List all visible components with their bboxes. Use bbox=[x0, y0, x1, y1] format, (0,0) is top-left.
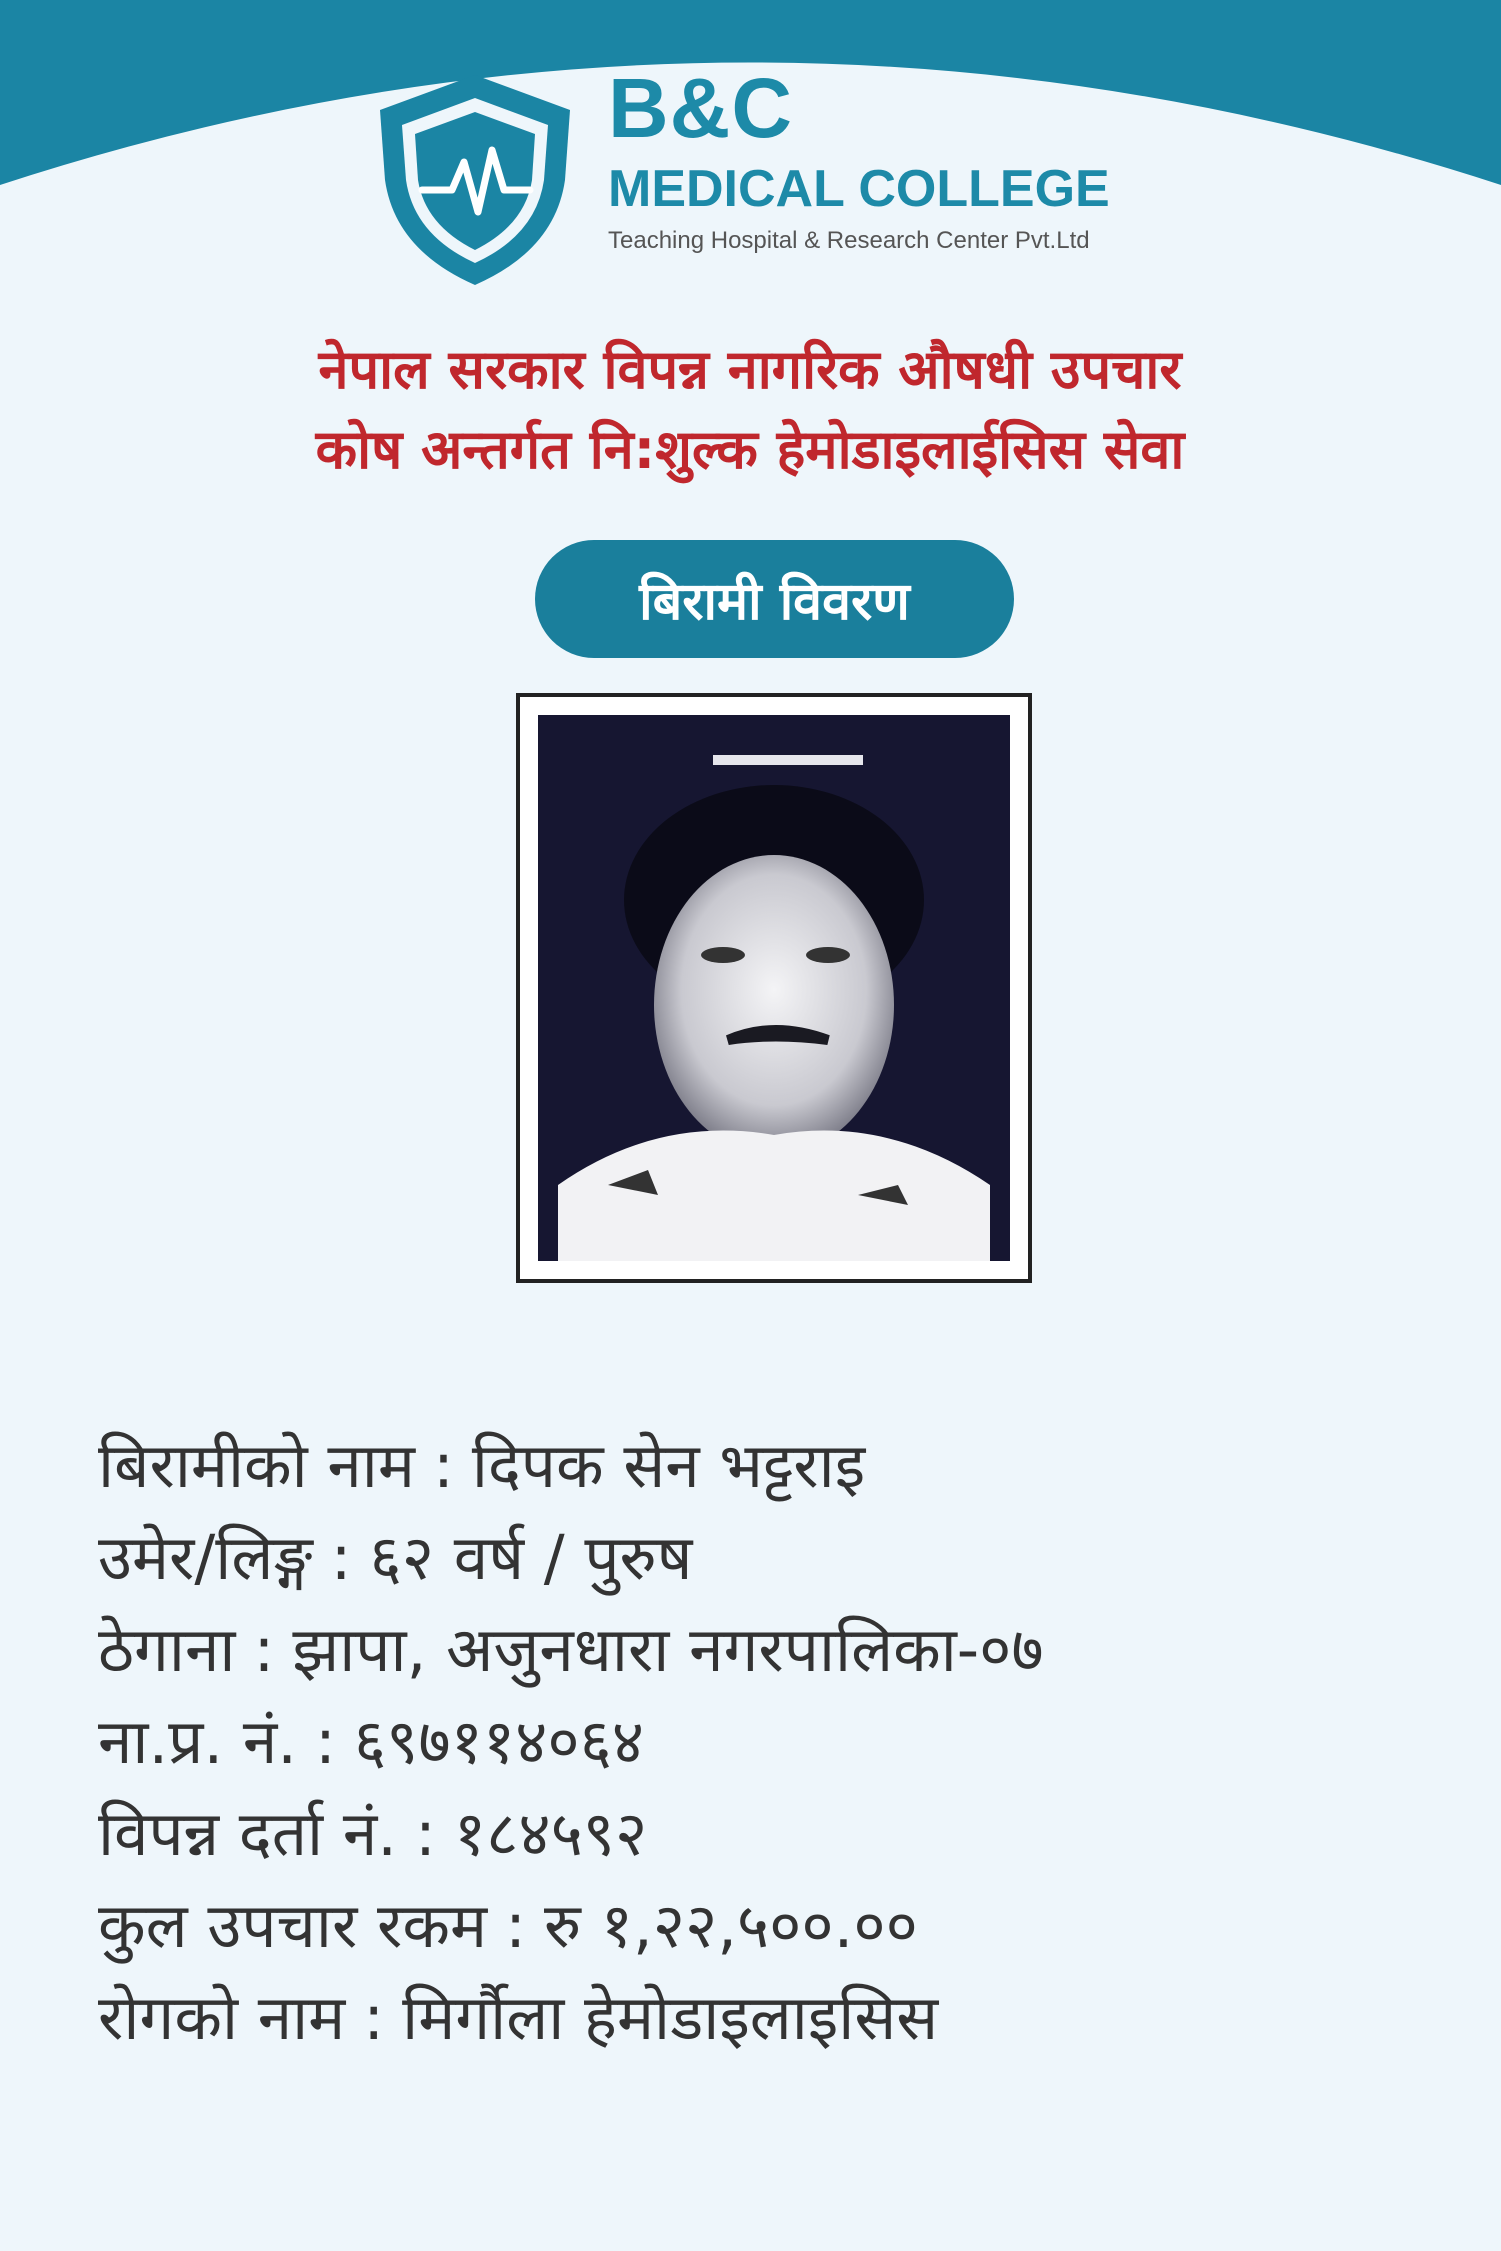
brand-title: B&C bbox=[608, 61, 793, 155]
detail-row-disease: रोगको नाम : मिर्गौला हेमोडाइलाइसिस bbox=[98, 1981, 939, 2054]
patient-photo bbox=[538, 715, 1010, 1261]
detail-row-citizenship: ना.प्र. नं. : ६९७११४०६४ bbox=[98, 1705, 645, 1778]
detail-row-name: बिरामीको नाम : दिपक सेन भट्टराइ bbox=[98, 1429, 866, 1502]
detail-label: रोगको नाम bbox=[98, 1981, 346, 2054]
detail-label: ना.प्र. नं. bbox=[98, 1705, 297, 1778]
detail-value: ६९७११४०६४ bbox=[353, 1705, 645, 1778]
section-title-badge: बिरामी विवरण bbox=[535, 540, 1014, 658]
detail-label: ठेगाना bbox=[98, 1613, 236, 1686]
detail-label: बिरामीको नाम bbox=[98, 1429, 415, 1502]
detail-row-amount: कुल उपचार रकम : रु १,२२,५००.०० bbox=[98, 1889, 918, 1962]
brand-tagline: Teaching Hospital & Research Center Pvt.Ltd bbox=[608, 226, 1090, 254]
detail-label: उमेर/लिङ्ग bbox=[98, 1521, 313, 1594]
detail-value: रु १,२२,५००.०० bbox=[544, 1889, 918, 1962]
brand-subtitle: MEDICAL COLLEGE bbox=[608, 160, 1110, 218]
detail-row-registration: विपन्न दर्ता नं. : १८४५९२ bbox=[98, 1797, 648, 1870]
heading-line-1: नेपाल सरकार विपन्न नागरिक औषधी उपचार bbox=[318, 338, 1182, 401]
detail-label: कुल उपचार रकम bbox=[98, 1889, 488, 1962]
detail-value: झापा, अजुनधारा नगरपालिका-०७ bbox=[292, 1613, 1044, 1686]
photo-frame bbox=[516, 693, 1032, 1283]
detail-value: मिर्गौला हेमोडाइलाइसिस bbox=[402, 1981, 939, 2054]
detail-value: दिपक सेन भट्टराइ bbox=[471, 1429, 866, 1502]
detail-value: ६२ वर्ष / पुरुष bbox=[369, 1521, 693, 1594]
shield-heartbeat-icon bbox=[370, 70, 580, 290]
detail-label: विपन्न दर्ता नं. bbox=[98, 1797, 397, 1870]
detail-row-address: ठेगाना : झापा, अजुनधारा नगरपालिका-०७ bbox=[98, 1613, 1044, 1686]
patient-details bbox=[98, 1420, 1438, 2064]
heading-line-2: कोष अन्तर्गत नि:शुल्क हेमोडाइलाईसिस सेवा bbox=[315, 418, 1185, 481]
detail-value: १८४५९२ bbox=[453, 1797, 648, 1870]
program-heading bbox=[60, 330, 1440, 490]
brand-block bbox=[608, 61, 1110, 255]
detail-row-age-gender: उमेर/लिङ्ग : ६२ वर्ष / पुरुष bbox=[98, 1521, 693, 1594]
